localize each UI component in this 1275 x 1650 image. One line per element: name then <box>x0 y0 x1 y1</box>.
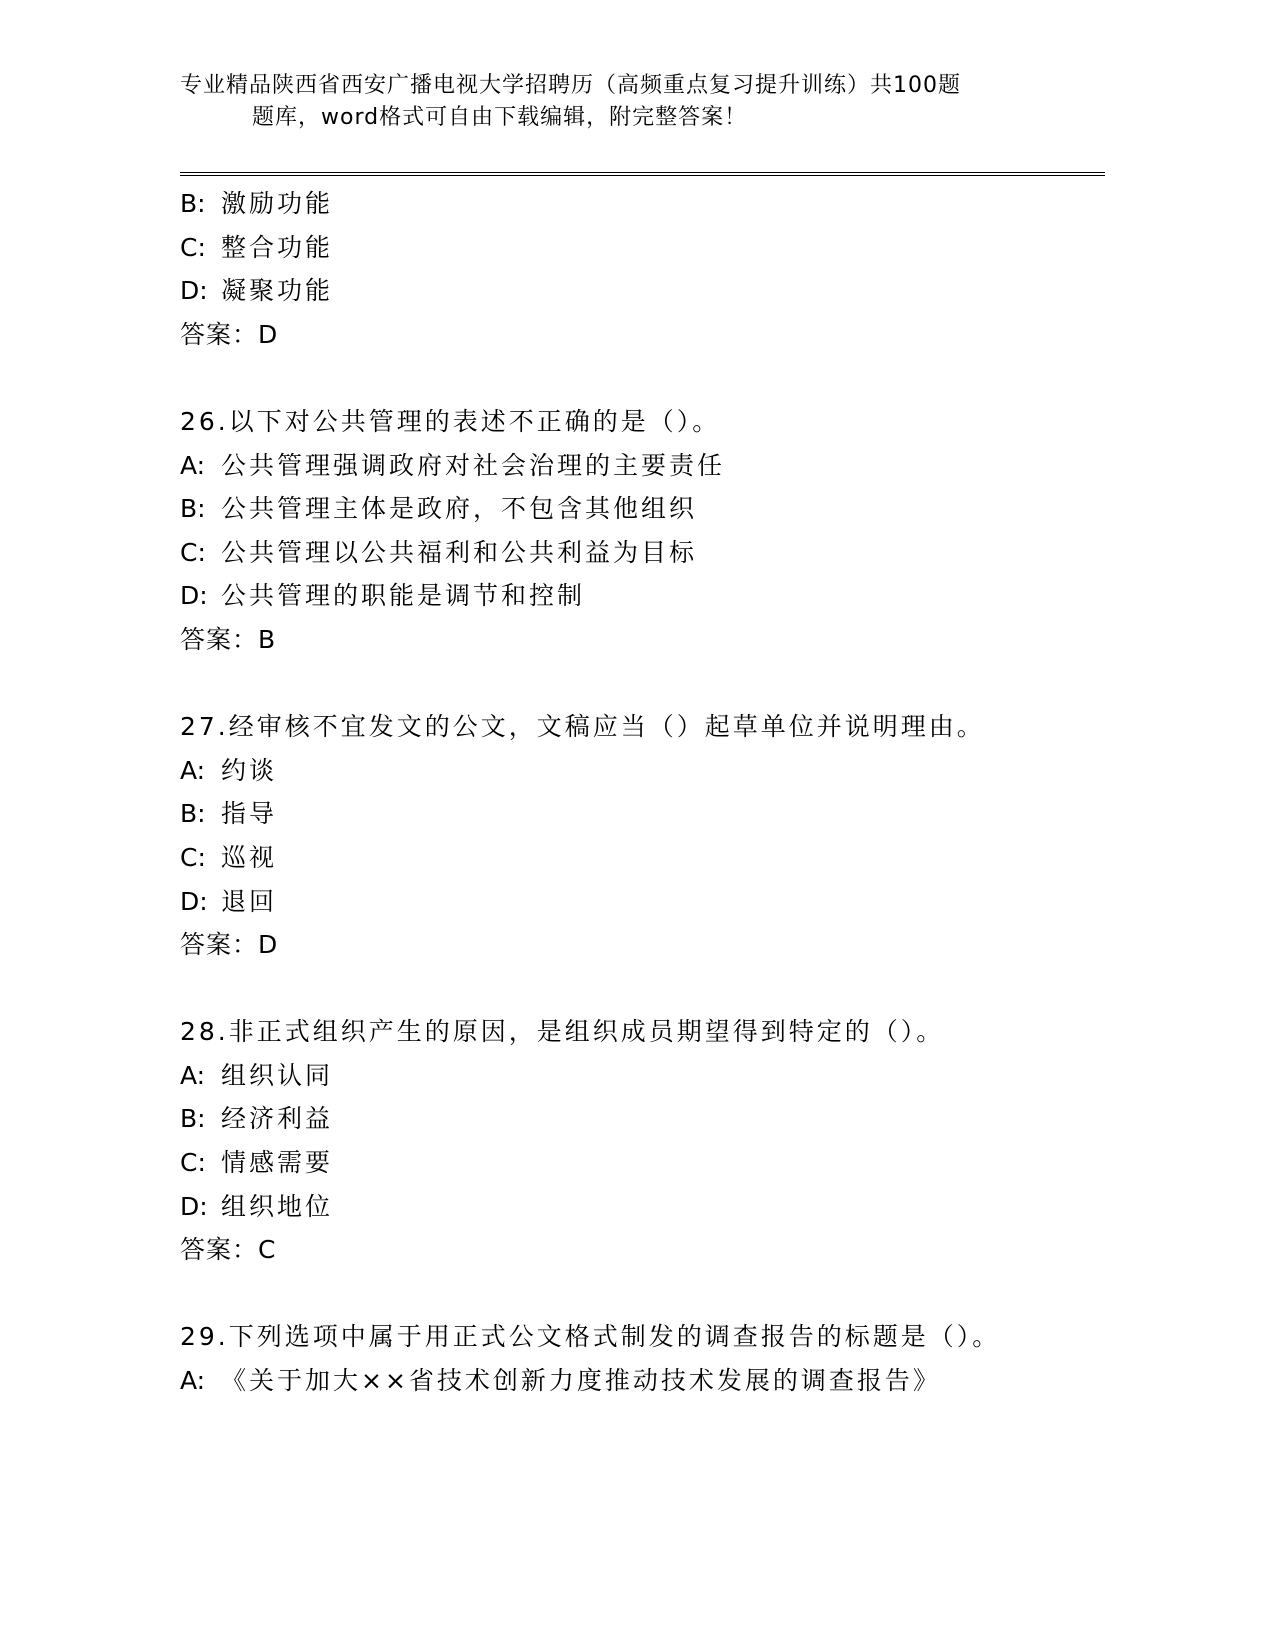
option-key: C: <box>180 842 206 872</box>
option-text: 《关于加大××省技术创新力度推动技术发展的调查报告》 <box>221 1366 941 1396</box>
option-d <box>180 880 1105 924</box>
question-27 <box>180 705 1105 967</box>
answer-line: 答案：D <box>180 930 279 960</box>
option-key: B: <box>180 494 206 524</box>
option-d <box>180 269 1105 313</box>
option-text: 激励功能 <box>221 189 334 218</box>
option-text: 巡视 <box>221 842 278 872</box>
option-b <box>180 182 1105 226</box>
spacer <box>180 662 1105 706</box>
option-key: C: <box>180 537 206 567</box>
option-text: 指导 <box>221 799 278 829</box>
question-stem: 27.经审核不宜发文的公文，文稿应当（）起草单位并说明理由。 <box>180 712 985 742</box>
answer-line: 答案：D <box>180 319 279 349</box>
option-key: B: <box>180 189 206 218</box>
spacer <box>180 1272 1105 1316</box>
question-26 <box>180 400 1105 662</box>
option-key: B: <box>180 799 206 829</box>
option-a <box>180 749 1105 793</box>
option-text: 退回 <box>221 886 278 916</box>
option-key: D: <box>180 1191 208 1221</box>
option-key: C: <box>180 232 206 262</box>
option-text: 约谈 <box>221 755 278 785</box>
header-title-line2: 题库，word格式可自由下载编辑，附完整答案！ <box>252 105 748 130</box>
option-text: 组织认同 <box>221 1060 334 1090</box>
answer-line: 答案：C <box>180 1235 277 1265</box>
option-key: A: <box>180 1060 206 1090</box>
option-text: 公共管理主体是政府，不包含其他组织 <box>221 494 698 524</box>
header-title-line1: 专业精品陕西省西安广播电视大学招聘历（高频重点复习提升训练）共100题 <box>180 73 961 98</box>
answer-line: 答案：B <box>180 624 277 654</box>
option-b <box>180 1097 1105 1141</box>
option-key: C: <box>180 1148 206 1178</box>
option-key: D: <box>180 276 208 306</box>
question-29 <box>180 1315 1105 1402</box>
header-divider-top <box>180 172 1105 173</box>
option-key: A: <box>180 755 206 785</box>
option-d <box>180 574 1105 618</box>
option-text: 公共管理的职能是调节和控制 <box>221 581 586 611</box>
option-a <box>180 1054 1105 1098</box>
option-b <box>180 487 1105 531</box>
option-key: A: <box>180 450 206 480</box>
option-a <box>180 444 1105 488</box>
option-c <box>180 226 1105 270</box>
question-25-partial <box>180 182 1105 356</box>
spacer <box>180 356 1105 400</box>
question-28 <box>180 1010 1105 1272</box>
option-text: 公共管理强调政府对社会治理的主要责任 <box>221 450 726 480</box>
option-text: 组织地位 <box>221 1191 334 1221</box>
option-key: B: <box>180 1104 206 1134</box>
question-list <box>180 182 1105 1403</box>
header-divider-bottom <box>180 175 1105 176</box>
option-key: D: <box>180 581 208 611</box>
option-c <box>180 836 1105 880</box>
option-b <box>180 792 1105 836</box>
option-text: 经济利益 <box>221 1104 334 1134</box>
option-c <box>180 1141 1105 1185</box>
option-d <box>180 1185 1105 1229</box>
question-stem: 26.以下对公共管理的表述不正确的是（）。 <box>180 406 721 436</box>
option-key: D: <box>180 886 208 916</box>
option-text: 公共管理以公共福利和公共利益为目标 <box>221 537 698 567</box>
spacer <box>180 967 1105 1011</box>
option-text: 情感需要 <box>221 1148 334 1178</box>
option-text: 凝聚功能 <box>221 276 334 306</box>
option-text: 整合功能 <box>221 232 334 262</box>
option-a <box>180 1359 1105 1403</box>
question-stem: 29.下列选项中属于用正式公文格式制发的调查报告的标题是（）。 <box>180 1322 1001 1352</box>
option-c <box>180 531 1105 575</box>
document-header <box>180 70 1030 134</box>
option-key: A: <box>180 1366 206 1396</box>
question-stem: 28.非正式组织产生的原因，是组织成员期望得到特定的（）。 <box>180 1017 945 1047</box>
